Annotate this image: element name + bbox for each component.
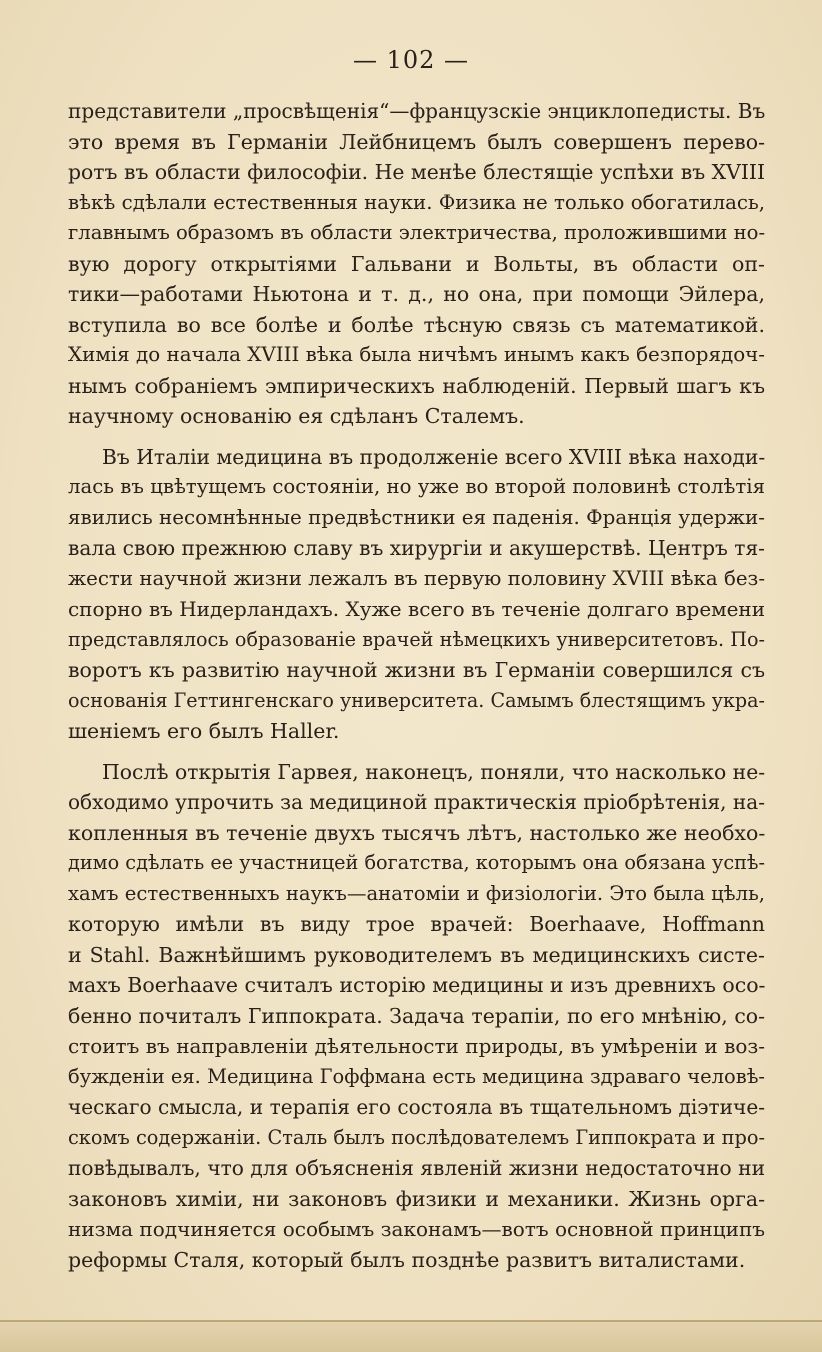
text-line: вую дорогу открытіями Гальвани и Вольты, въ области оп- — [68, 251, 765, 276]
text-line: основанія Геттингенскаго университета. Самымъ блестящимъ укра- — [68, 688, 765, 712]
text-line: это время въ Германіи Лейбницемъ былъ совершенъ перево- — [68, 129, 765, 154]
body-text — [68, 96, 765, 1275]
text-line: вѣкѣ сдѣлали естественныя науки. Физика не только обогатилась, — [68, 190, 765, 214]
text-line: Химія до начала XVIII вѣка была ничѣмъ инымъ какъ безпорядоч- — [68, 343, 765, 366]
page-bottom-edge — [0, 1320, 822, 1352]
paragraph — [68, 96, 765, 432]
page-number: — 102 — — [352, 46, 470, 74]
text-line: реформы Сталя, который былъ позднѣе развитъ виталистами. — [68, 1247, 746, 1272]
paragraph — [68, 757, 765, 1276]
text-line: нымъ собраніемъ эмпирическихъ наблюденій. Первый шагъ къ — [68, 373, 765, 398]
text-line: Въ Италіи медицина въ продолженіе всего XVIII вѣка находи- — [102, 444, 766, 469]
text-line: спорно въ Нидерландахъ. Хуже всего въ теченіе долгаго времени — [68, 597, 765, 621]
text-line: вступила во все болѣе и болѣе тѣсную связь съ математикой. — [68, 312, 765, 337]
paragraph — [68, 442, 765, 747]
text-line: скомъ содержаніи. Сталь былъ послѣдователемъ Гиппократа и про- — [68, 1125, 765, 1149]
text-line: лась въ цвѣтущемъ состояніи, но уже во второй половинѣ столѣтія — [68, 475, 765, 498]
text-line: представители „просвѣщенія“—французскіе энциклопедисты. Въ — [68, 99, 766, 123]
text-line: и Stahl. Важнѣйшимъ руководителемъ въ медицинскихъ систе- — [68, 942, 765, 967]
text-line: воротъ къ развитію научной жизни въ Германіи совершился съ — [68, 658, 765, 682]
text-line: димо сдѣлать ее участницей богатства, которымъ она обязана успѣ- — [68, 851, 765, 874]
text-line: ротъ въ области философіи. Не менѣе блестящіе успѣхи въ XVIII — [68, 160, 765, 184]
text-line: бенно почиталъ Гиппократа. Задача терапіи, по его мнѣнію, со- — [68, 1003, 765, 1028]
text-line: Послѣ открытія Гарвея, наконецъ, поняли, что насколько не- — [102, 759, 766, 784]
text-line: законовъ химіи, ни законовъ физики и механики. Жизнь орга- — [68, 1186, 765, 1211]
paragraph-gap — [68, 747, 765, 757]
text-line: которую имѣли въ виду трое врачей: Boerhaave, Hoffmann — [68, 912, 765, 936]
text-line: бужденіи ея. Медицина Гоффмана есть медицина здраваго человѣ- — [68, 1064, 765, 1088]
text-line: тики—работами Ньютона и т. д., но она, при помощи Эйлера, — [68, 282, 765, 306]
text-line: хамъ естественныхъ наукъ—анатоміи и физіологіи. Это была цѣль, — [68, 881, 765, 905]
text-line: шеніемъ его былъ Haller. — [68, 719, 340, 743]
text-line: представлялось образованіе врачей нѣмецкихъ университетовъ. По- — [68, 627, 765, 651]
text-line: копленныя въ теченіе двухъ тысячъ лѣтъ, настолько же необхо- — [68, 820, 766, 845]
text-line: махъ Boerhaave считалъ исторію медицины и изъ древнихъ осо- — [68, 973, 766, 997]
text-line: главнымъ образомъ въ области электричества, проложившими но- — [68, 221, 766, 244]
text-line: повѣдывалъ, что для объясненія явленій жизни недостаточно ни — [68, 1156, 765, 1180]
text-line: вала свою прежнюю славу въ хирургіи и акушерствѣ. Центръ тя- — [68, 536, 765, 560]
text-line: явились несомнѣнные предвѣстники ея паденія. Франція удержи- — [68, 505, 765, 529]
text-line: низма подчиняется особымъ законамъ—вотъ основной принципъ — [68, 1217, 765, 1241]
paragraph-gap — [68, 432, 765, 442]
text-line: научному основанію ея сдѣланъ Сталемъ. — [68, 404, 525, 428]
text-line: обходимо упрочить за медициной практическія пріобрѣтенія, на- — [68, 790, 765, 814]
text-line: жести научной жизни лежалъ въ первую половину XVIII вѣка без- — [68, 566, 765, 590]
text-line: стоитъ въ направленіи дѣятельности природы, въ умѣреніи и воз- — [68, 1034, 765, 1058]
text-line: ческаго смысла, и терапія его состояла въ тщательномъ діэтиче- — [68, 1095, 765, 1119]
